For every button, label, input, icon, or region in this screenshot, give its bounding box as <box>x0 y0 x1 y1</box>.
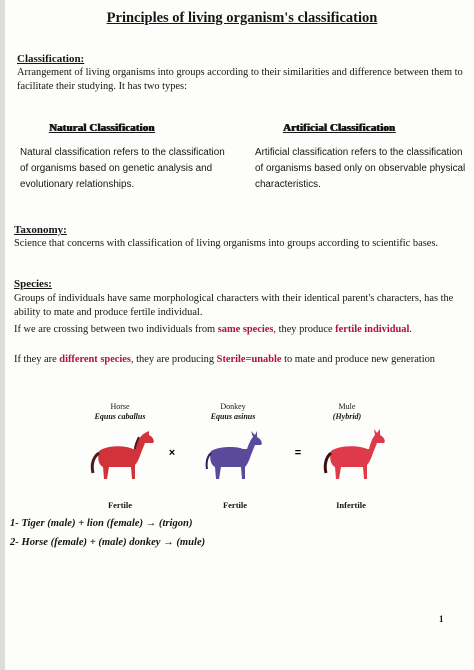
taxonomy-text: Science that concerns with classification of living organisms into groups according to scientific bases. <box>14 238 438 249</box>
horse-illustration <box>92 431 154 479</box>
species-text: Groups of individuals have same morphological characters with their identical parent's characters, has the ability to mate and produce fertile individual. <box>14 293 454 318</box>
donkey-illustration <box>207 431 262 479</box>
different-species-term: different species <box>59 354 131 365</box>
page-title: Principles of living organism's classification <box>106 10 378 26</box>
classification-text: Arrangement of living organisms into groups according to their similarities and difference between them to facilitate their studying. It has two types: <box>17 67 463 92</box>
different-species-line: If they are different species, they are producing Sterile=unable to mate and produce new generation <box>14 354 435 365</box>
fertile-individual-term: fertile individual <box>335 324 410 335</box>
mule-caption: Infertile <box>336 500 366 510</box>
species-heading: Species: <box>14 278 52 290</box>
donkey-caption: Fertile <box>222 500 248 510</box>
horse-caption: Fertile <box>107 500 133 510</box>
same-species-line: If we are crossing between two individuals from same species, they produce fertile individual. <box>14 324 412 335</box>
horse-tail <box>92 453 99 473</box>
mule-body <box>330 429 385 479</box>
donkey-body <box>210 431 262 479</box>
example-2: 2- Horse (female) + (male) donkey → (mule) <box>10 537 206 548</box>
equals-symbol: = <box>294 447 302 459</box>
taxonomy-heading: Taxonomy: <box>14 224 67 236</box>
artificial-text: Artificial classification refers to the classification of organisms based only on observable physical characteristics. <box>255 147 466 190</box>
page-number: 1 <box>439 614 444 624</box>
times-symbol: × <box>168 447 176 459</box>
sterile-term: Sterile=unable <box>216 354 282 365</box>
mule-illustration <box>325 429 385 479</box>
crossing-figure <box>65 425 405 495</box>
same-species-term: same species <box>217 324 274 335</box>
example-1: 1- Tiger (male) + lion (female) → (trigon) <box>10 518 193 529</box>
horse-body <box>98 431 154 479</box>
donkey-label: Donkey Equus asinus <box>210 402 256 421</box>
mule-label: Mule (Hybrid) <box>332 402 362 421</box>
artificial-heading: Artificial Classification <box>283 122 396 134</box>
horse-label: Horse Equus caballus <box>94 402 146 421</box>
natural-text: Natural classification refers to the classification of organisms based on genetic analysis and evolutionary relationships. <box>20 147 225 190</box>
natural-heading: Natural Classification <box>49 122 155 134</box>
classification-heading: Classification: <box>17 53 85 65</box>
